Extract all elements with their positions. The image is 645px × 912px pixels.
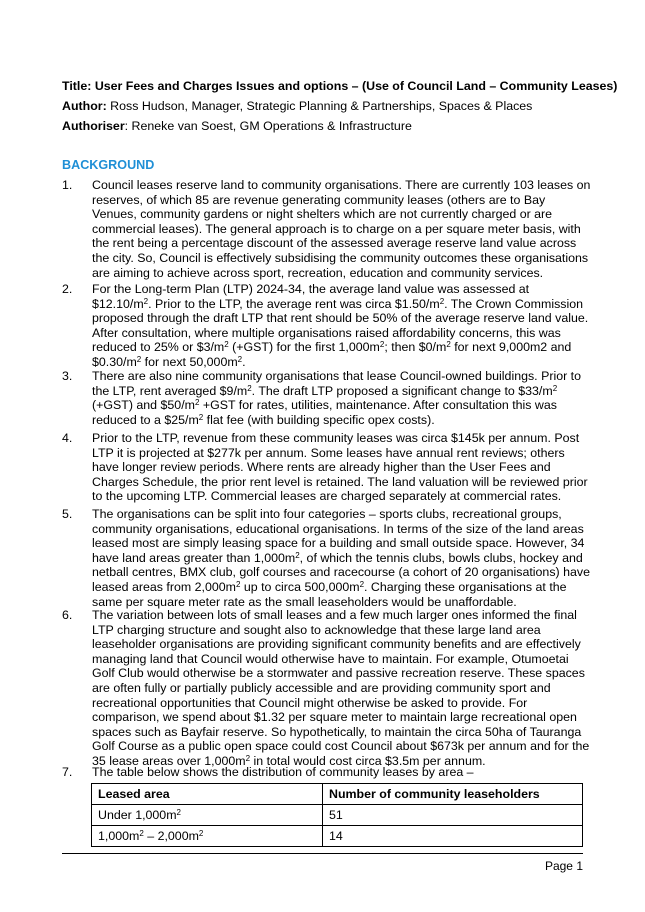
author-value: Ross Hudson, Manager, Strategic Planning & Partnerships, Spaces & Places [106,99,533,113]
paragraph-text: The table below shows the distribution of community leases by area – [92,765,474,779]
paragraph-text: The organisations can be split into four categories – sports clubs, recreational groups, community organisations, educational organisations. In terms of the size of the land areas leased most are simply leasing space for a building and small outside space. However, 34 have land areas greater than $1,000m^2$, of which the tennis clubs, bowls clubs, hockey and netball centres, BMX club, golf courses and racecourse (a cohort of 20 organisations) have leased areas from $2,000m^2$ up to circa $500,000m^2$. Charging these organisations at the same per square meter rate as the small leaseholders would be unaffordable. [92,507,590,609]
paragraph-text: For the Long-term Plan (LTP) 2024-34, the average land value was assessed at $\$12.10/m^2$. Prior to the LTP, the average rent was circa $\$1.50/m^2$. The Crown Commission proposed through the draft LTP that rent should be 50% of the average reserve land value. After consultation, where multiple organisations raised affordability concerns, this was reduced to 25% or $\$3/m^2$ (+GST) for the first $1,000m^2$; then $\$0/m^2$ for next 9,000m2 and $\$0.30/m^2$ for next $50,000m^2$. [92,282,589,369]
author-label: Author: [62,99,107,113]
paragraph-number: 6. [62,608,73,622]
table-cell: Under $1,000m^2$ [92,805,323,826]
lease-distribution-table [91,783,583,847]
background-heading: BACKGROUND [62,158,155,172]
paragraph-number: 3. [62,369,73,383]
table-header-cell: Leased area [92,784,323,805]
authoriser-value: : Reneke van Soest, GM Operations & Infrastructure [124,119,412,133]
paragraph-number: 7. [62,765,73,779]
authoriser-label: Authoriser [62,119,125,133]
author-line [62,98,632,114]
paragraph-number: 1. [62,178,73,192]
paragraph-text: Prior to the LTP, revenue from these community leases was circa $145k per annum. Post LTP it is projected at $277k per annum. Some leases have annual rent reviews; others have longer review periods. Where rents are already higher than the User Fees and Charges Schedule, the prior rent level is retained. The land valuation will be reviewed prior to the upcoming LTP. Commercial leases are charged separately at commercial rates. [92,431,588,504]
paragraph-text: The variation between lots of small leases and a few much larger ones informed the final LTP charging structure and sought also to acknowledge that these large land area leaseholder organisations are providing significant community benefits and are effectively managing land that Council would otherwise have to maintain. For example, Otumoetai Golf Club would otherwise be a stormwater and passive recreation reserve. These spaces are often fully or partially publicly accessible and are providing community sport and recreational opportunities that Council might otherwise be asked to provide. For comparison, we spend about $1.32 per square meter to maintain large recreational open spaces such as Bayfair reserve. So hypothetically, to maintain the circa 50ha of Tauranga Golf Course as a public open space could cost Council about $673k per annum and for the 35 lease areas over $1,000m^2$ in total would cost circa $3.5m per annum. [92,608,590,768]
paragraph-number: 4. [62,431,73,445]
table-cell: $1,000m^2 - 2,000m^2$ [92,826,323,847]
paragraph-number: 5. [62,507,73,521]
authoriser-line [62,118,632,134]
table-header-row [92,784,583,805]
footer-divider [62,853,583,854]
table-header-cell: Number of community leaseholders [323,784,583,805]
paragraph-text: There are also nine community organisations that lease Council-owned buildings. Prior to the LTP, rent averaged $\$9/m^2$. The draft LTP proposed a significant change to $\$33/m^2$ (+GST) and $\$50/m^2 +GST$ for rates, utilities, maintenance. After consultation this was reduced to a $\$25/m^2$ flat fee (with building specific opex costs). [92,369,582,427]
table-cell: 14 [323,826,583,847]
paragraph-text: Council leases reserve land to community organisations. There are currently 103 leases on reserves, of which 85 are revenue generating community leases (others are to Bay Venues, community gardens or night shelters which are not currently charged or are commercial leases). The general approach is to charge on a per square meter basis, with the rent being a percentage discount of the assessed average reserve land value across the city. So, Council is effectively subsidising the community outcomes these organisations are aiming to achieve across sport, recreation, education and community services. [92,178,591,280]
page-number: Page 1 [544,859,583,873]
table-cell: 51 [323,805,583,826]
table-row [92,805,583,826]
table-row [92,826,583,847]
paragraph-number: 2. [62,282,73,296]
document-title: Title: User Fees and Charges Issues and options – (Use of Council Land – Community Leases) [62,79,618,93]
